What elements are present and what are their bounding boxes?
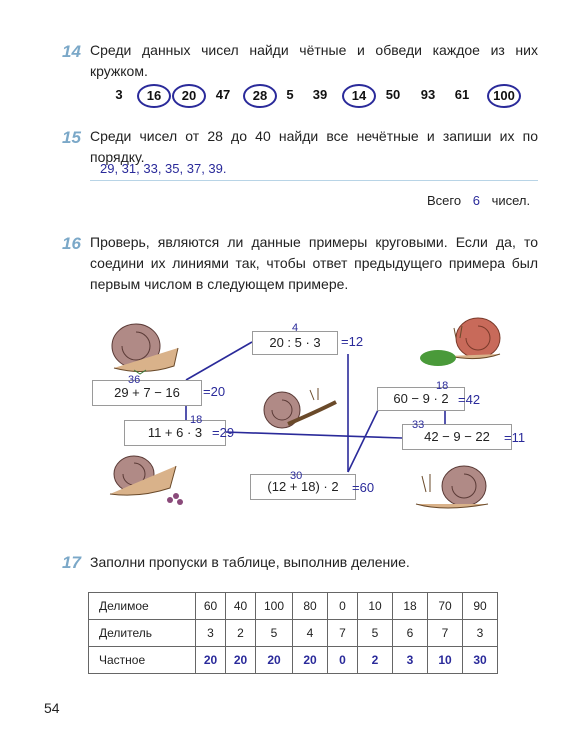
number-item: 50 xyxy=(385,87,401,102)
table-cell: 10 xyxy=(358,593,393,620)
example-expression: 20 : 5 · 3 xyxy=(269,335,321,350)
table-cell-answer: 20 xyxy=(226,647,256,674)
number-item-circled: 16 xyxy=(137,84,171,108)
example-expression: (12 + 18) · 2 xyxy=(267,479,339,494)
table-cell: 40 xyxy=(226,593,256,620)
number-item-circled: 100 xyxy=(487,84,521,108)
task-15-text: Среди чисел от 28 до 40 найди все нечётные и запиши их по порядку. xyxy=(90,128,538,165)
row-header: Делимое xyxy=(89,593,196,620)
example-expression: 42 − 9 − 22 xyxy=(424,429,490,444)
task-16-text: Проверь, являются ли данные примеры круговыми. Если да, то соедини их линиями так, чтобы ответ предыдущего примера был первым числом в следующем примере. xyxy=(90,234,538,292)
table-cell: 4 xyxy=(293,620,328,647)
task-15-answer: 29, 31, 33, 35, 37, 39. xyxy=(100,161,227,176)
number-item: 5 xyxy=(286,87,294,102)
table-cell-answer: 20 xyxy=(196,647,226,674)
division-table xyxy=(88,592,498,674)
intermediate-value: 18 xyxy=(436,380,449,392)
table-cell: 60 xyxy=(196,593,226,620)
number-item-circled: 20 xyxy=(172,84,206,108)
table-cell: 90 xyxy=(463,593,498,620)
table-cell: 100 xyxy=(256,593,293,620)
table-row xyxy=(89,593,498,620)
total-value: 6 xyxy=(472,193,480,208)
example-expression: 29 + 7 − 16 xyxy=(114,385,180,400)
task-15-number: 15 xyxy=(62,128,81,147)
example-result: =11 xyxy=(504,430,526,445)
table-cell: 7 xyxy=(328,620,358,647)
example-result: =20 xyxy=(203,384,226,399)
example-result: =42 xyxy=(458,392,481,407)
table-row xyxy=(89,647,498,674)
example-box xyxy=(252,331,338,355)
total-prefix: Всего xyxy=(427,193,462,208)
table-cell: 3 xyxy=(463,620,498,647)
number-item-circled: 14 xyxy=(342,84,376,108)
number-item-circled: 28 xyxy=(243,84,277,108)
example-box xyxy=(92,380,202,406)
task-14-text: Среди данных чисел найди чётные и обведи каждое из них кружком. xyxy=(90,42,538,79)
table-cell: 18 xyxy=(393,593,428,620)
example-result: =60 xyxy=(352,480,375,495)
number-item: 39 xyxy=(312,87,328,102)
table-cell-answer: 3 xyxy=(393,647,428,674)
task-14-number: 14 xyxy=(62,42,81,61)
example-result: =29 xyxy=(212,425,235,440)
table-cell: 70 xyxy=(428,593,463,620)
example-expression: 11 + 6 · 3 xyxy=(147,425,203,440)
intermediate-value: 4 xyxy=(292,322,299,334)
table-cell: 7 xyxy=(428,620,463,647)
total-suffix: чисел. xyxy=(491,193,531,208)
table-row xyxy=(89,620,498,647)
table-cell: 5 xyxy=(256,620,293,647)
row-header: Частное xyxy=(89,647,196,674)
table-cell: 0 xyxy=(328,593,358,620)
intermediate-value: 33 xyxy=(412,419,425,431)
table-cell: 6 xyxy=(393,620,428,647)
table-cell-answer: 0 xyxy=(328,647,358,674)
table-cell-answer: 30 xyxy=(463,647,498,674)
example-box xyxy=(124,420,226,446)
number-item: 93 xyxy=(420,87,436,102)
example-box xyxy=(250,474,356,500)
intermediate-value: 18 xyxy=(190,414,203,426)
table-cell: 5 xyxy=(358,620,393,647)
table-cell-answer: 2 xyxy=(358,647,393,674)
row-header: Делитель xyxy=(89,620,196,647)
example-result: =12 xyxy=(341,334,364,349)
intermediate-value: 30 xyxy=(290,470,303,482)
intermediate-value: 36 xyxy=(128,374,141,386)
number-item: 3 xyxy=(115,87,123,102)
table-cell-answer: 20 xyxy=(256,647,293,674)
example-expression: 60 − 9 · 2 xyxy=(393,391,449,406)
table-cell: 2 xyxy=(226,620,256,647)
task-17-text: Заполни пропуски в таблице, выполнив деление. xyxy=(90,554,410,570)
table-cell: 80 xyxy=(293,593,328,620)
table-cell-answer: 20 xyxy=(293,647,328,674)
table-cell: 3 xyxy=(196,620,226,647)
page-number: 54 xyxy=(44,700,60,716)
example-box xyxy=(377,387,465,411)
table-cell-answer: 10 xyxy=(428,647,463,674)
task-17-number: 17 xyxy=(62,553,81,572)
number-item: 47 xyxy=(215,87,231,102)
number-item: 61 xyxy=(454,87,470,102)
task-16-number: 16 xyxy=(62,234,81,253)
